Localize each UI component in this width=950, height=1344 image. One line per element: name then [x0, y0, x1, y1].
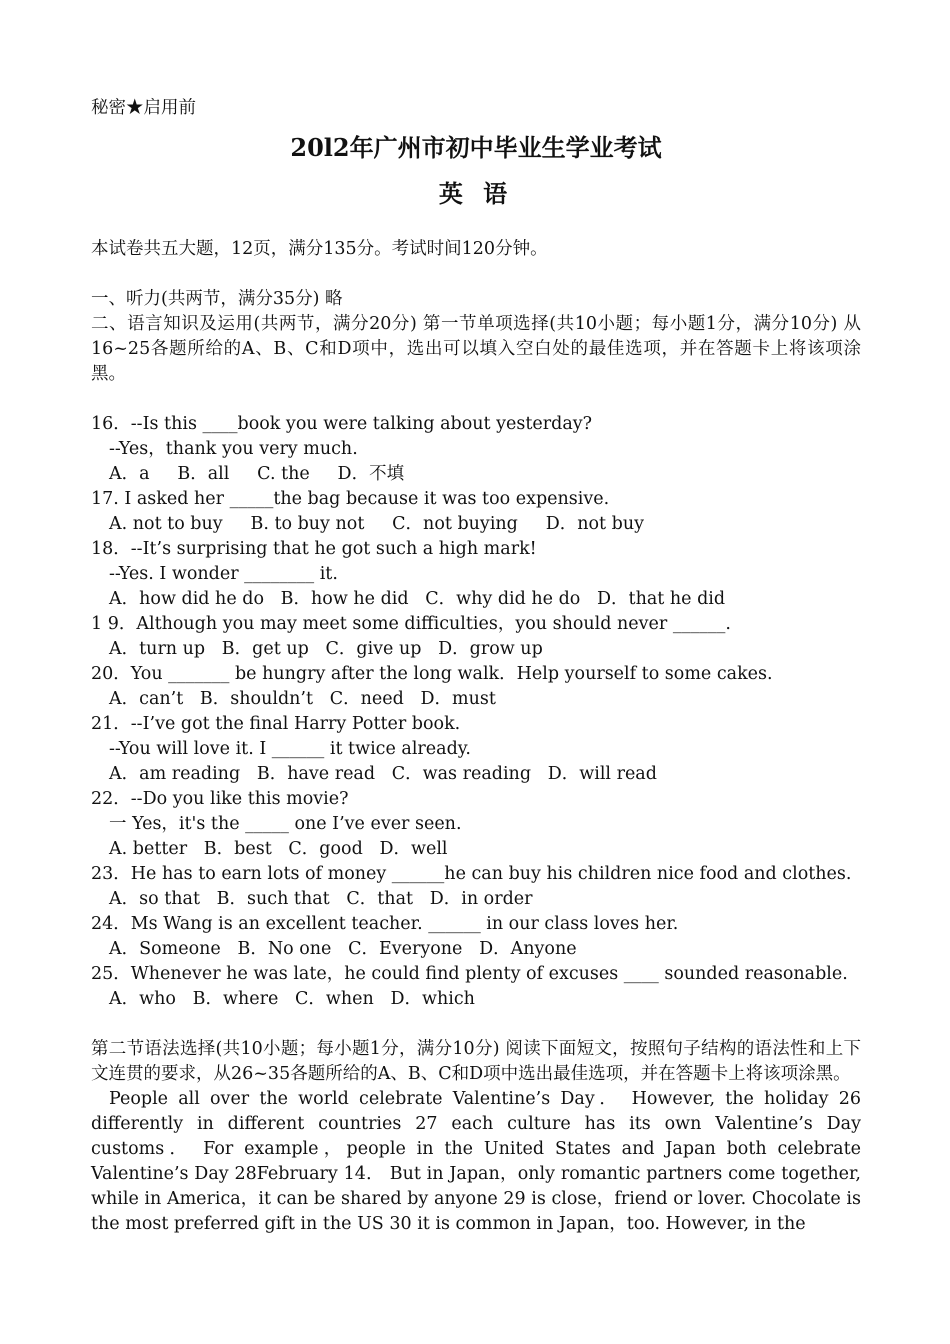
question-dialogue: --Yes，thank you very much. — [109, 439, 358, 459]
question-stem: 24．Ms Wang is an excellent teacher. ______ in our class loves her. — [91, 914, 679, 934]
section-listening: 一、听力(共两节，满分35分) 略 — [91, 289, 343, 309]
passage-text: People all over the world celebrate Valentine’s Day． However, the holiday 26 differently in different countries 27 each culture has its own Valentine’s Day customs． For example，people in the United States and Japan both celebrate Valentine’s Day 28February 14． But in Japan，only romantic partners come together, while in America，it can be shared by anyone 29 is close，friend or lover. Chocolate is the most preferred gift in the US 30 it is common in Japan，too. However, in the — [91, 1089, 861, 1234]
question-dialogue: --Yes. I wonder ________ it. — [109, 564, 338, 584]
question-19 — [91, 612, 861, 662]
question-stem: 25．Whenever he was late，he could find plenty of excuses ____ sounded reasonable. — [91, 964, 848, 984]
question-options: A. better B．best C．good D．well — [109, 839, 448, 859]
secret-label: 秘密★启用前 — [91, 98, 196, 118]
question-18 — [91, 537, 861, 612]
question-stem: 21．--I’ve got the final Harry Potter book. — [91, 714, 461, 734]
question-stem: 16．--Is this ____book you were talking about yesterday? — [91, 414, 593, 434]
question-options: A．how did he do B．how he did C．why did he do D．that he did — [109, 589, 726, 609]
question-dialogue: 一 Yes，it's the _____ one I’ve ever seen. — [109, 814, 462, 834]
question-22 — [91, 787, 861, 862]
question-stem: 20．You _______ be hungry after the long walk．Help yourself to some cakes. — [91, 664, 773, 684]
question-stem: 22．--Do you like this movie? — [91, 789, 349, 809]
question-24 — [91, 912, 861, 962]
question-dialogue: --You will love it. I ______ it twice already. — [109, 739, 471, 759]
question-20 — [91, 662, 861, 712]
question-stem: 23．He has to earn lots of money ______he can buy his children nice food and clothes. — [91, 864, 852, 884]
question-16 — [91, 412, 861, 487]
question-options: A．a B．all C. the D．不填 — [109, 464, 405, 484]
question-stem: 18．--It’s surprising that he got such a high mark! — [91, 539, 537, 559]
section-language-instructions: 二、语言知识及运用(共两节，满分20分) 第一节单项选择(共10小题；每小题1分，满分10分) 从16~25各题所给的A、B、C和D项中，选出可以填入空白处的最佳选项，并在答题卡上将该项涂黑。 — [91, 314, 861, 384]
question-23 — [91, 862, 861, 912]
question-options: A．so that B．such that C．that D．in order — [109, 889, 533, 909]
question-options: A．turn up B．get up C．give up D．grow up — [109, 639, 543, 659]
exam-intro: 本试卷共五大题，12页，满分135分。考试时间120分钟。 — [91, 239, 548, 259]
question-options: A．who B．where C．when D．which — [109, 989, 475, 1009]
grammar-section-instructions: 第二节语法选择(共10小题；每小题1分，满分10分) 阅读下面短文，按照句子结构的语法性和上下文连贯的要求，从26~35各题所给的A、B、C和D项中选出最佳选项，并在答题卡上将该项涂黑。 — [91, 1039, 861, 1084]
question-list — [91, 412, 861, 1012]
exam-page — [91, 96, 861, 1237]
question-stem: 17. I asked her _____the bag because it was too expensive. — [91, 489, 610, 509]
question-21 — [91, 712, 861, 787]
question-17 — [91, 487, 861, 537]
subject-title: 英 语 — [438, 179, 514, 208]
question-options: A．can’t B．shouldn’t C．need D．must — [109, 689, 496, 709]
question-stem: 1 9．Although you may meet some difficulties，you should never ______. — [91, 614, 731, 634]
question-25 — [91, 962, 861, 1012]
question-options: A. not to buy B. to buy not C．not buying D．not buy — [109, 514, 644, 534]
question-options: A．Someone B．No one C．Everyone D．Anyone — [109, 939, 577, 959]
exam-title: 20l2年广州市初中毕业生学业考试 — [290, 133, 662, 162]
question-options: A．am reading B．have read C．was reading D．will read — [109, 764, 657, 784]
